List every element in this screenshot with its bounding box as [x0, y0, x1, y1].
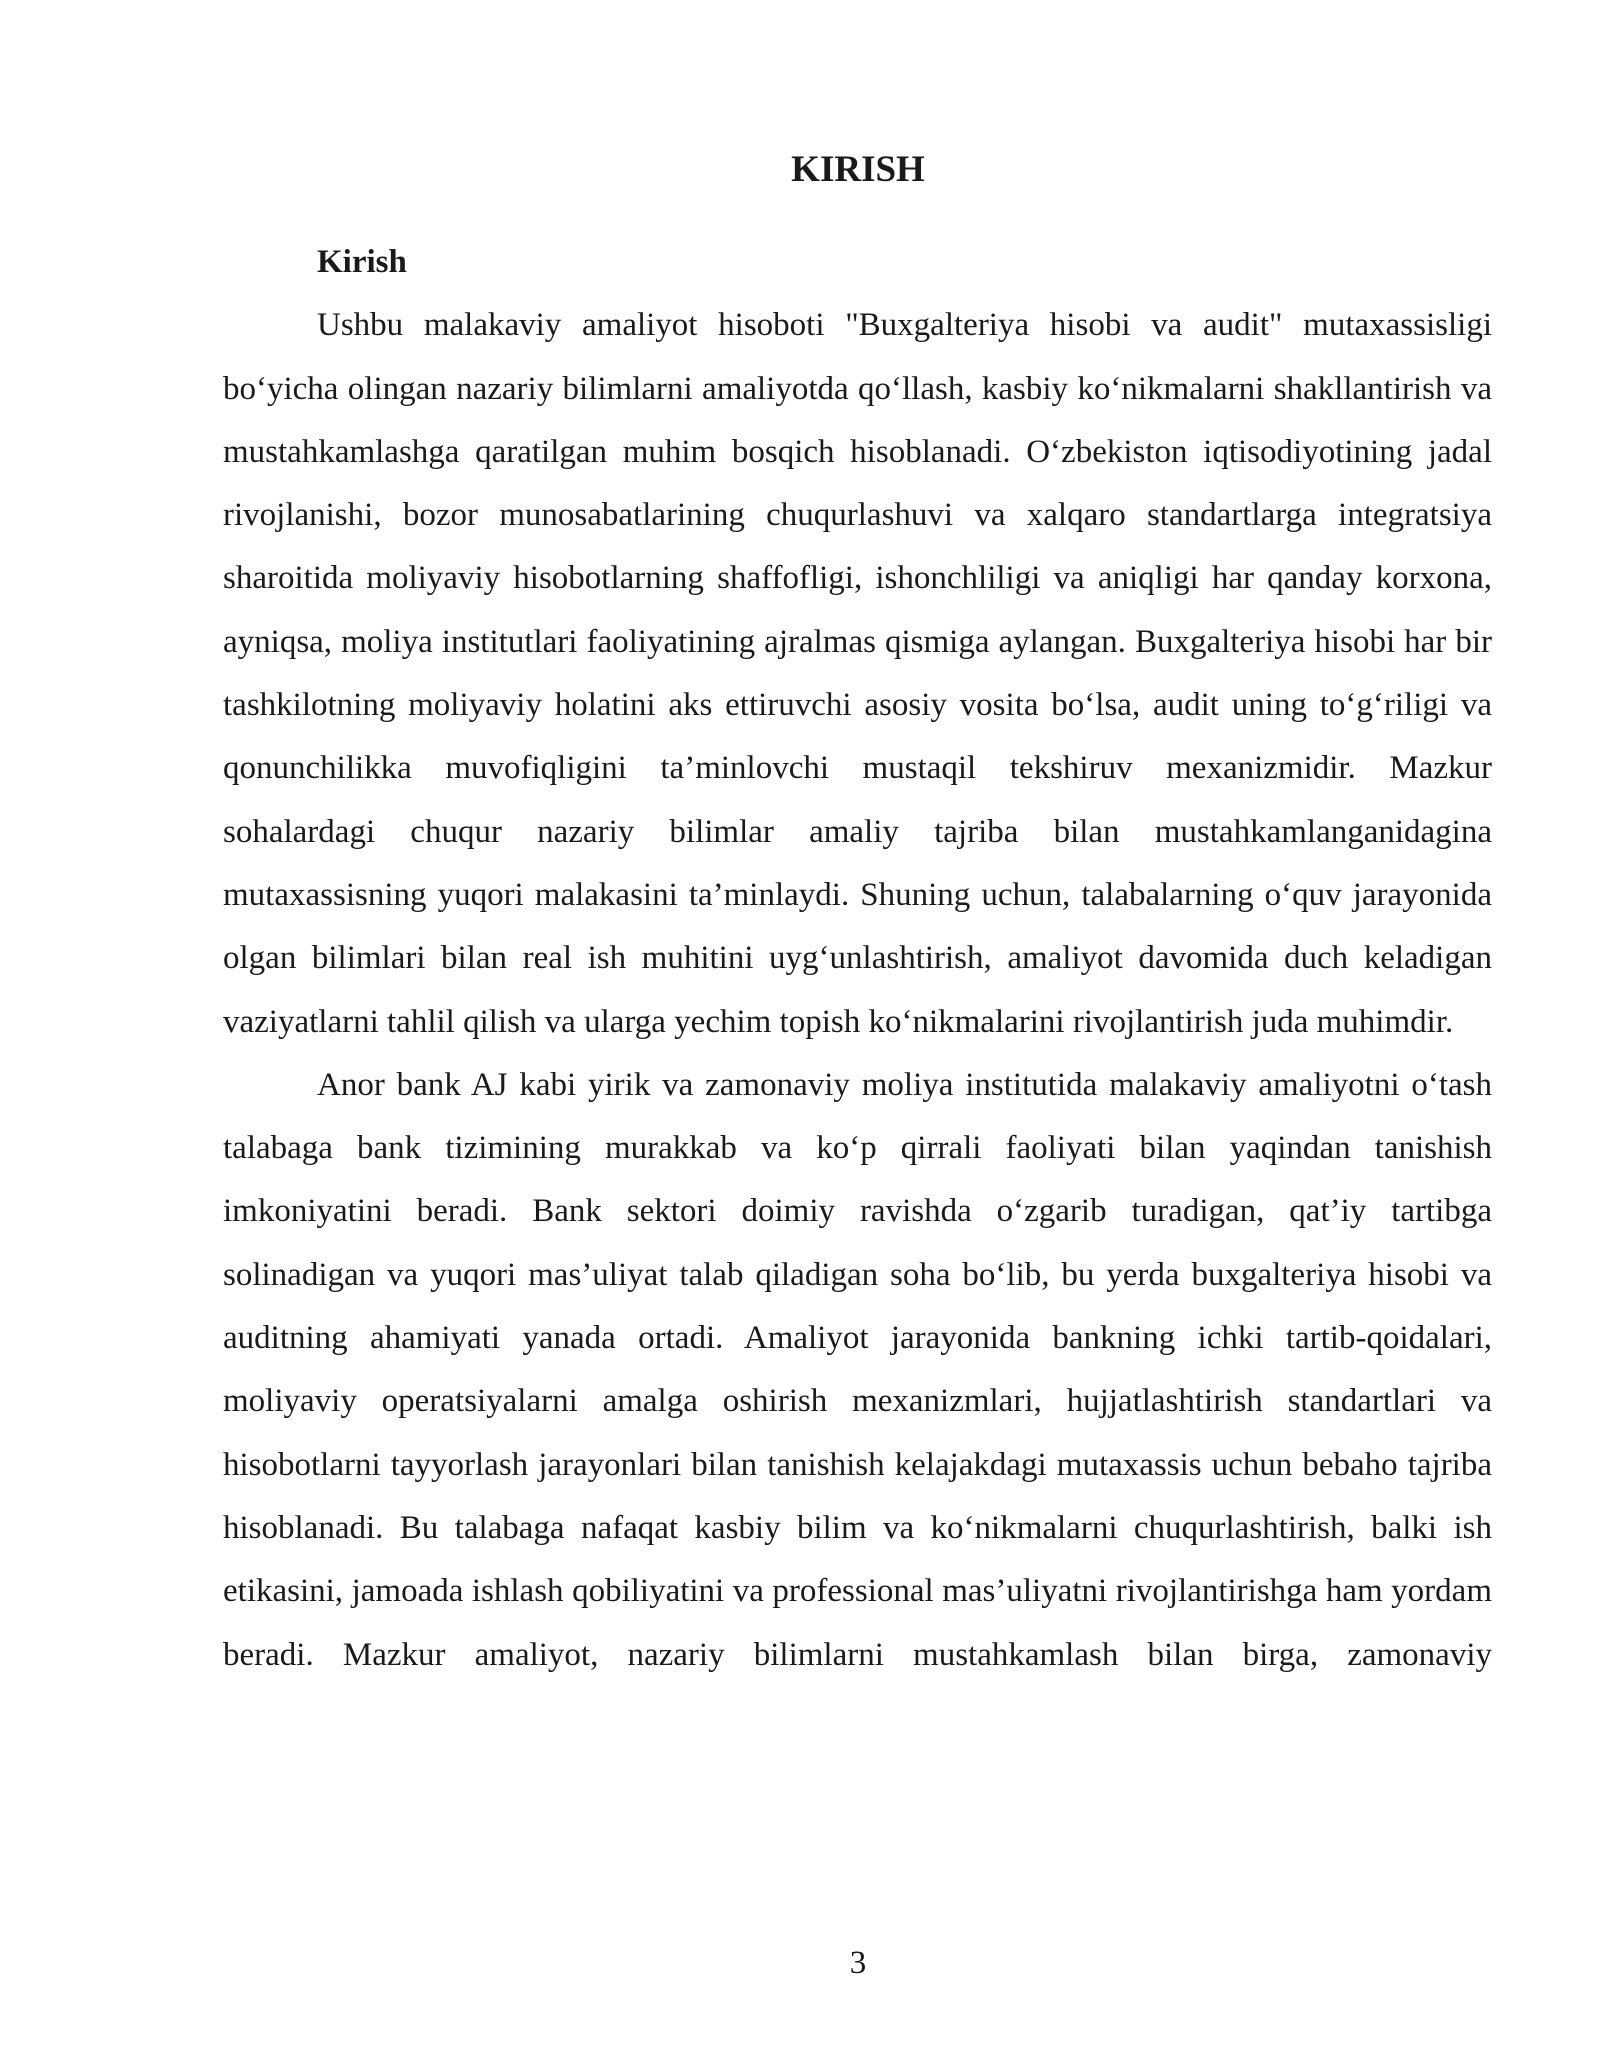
section-subheading: Kirish [317, 244, 407, 280]
body-content [223, 231, 1492, 1687]
page-number: 3 [849, 1945, 867, 1981]
page-title: KIRISH [791, 149, 925, 190]
paragraph-2: Anor bank AJ kabi yirik va zamonaviy moliya institutida malakaviy amaliyotni o‘tash talabaga bank tizimining murakkab va ko‘p qirrali faoliyati bilan yaqindan tanishish imkoniyatini beradi. Bank sektori doimiy ravishda o‘zgarib turadigan, qat’iy tartibga solinadigan va yuqori mas’uliyat talab qiladigan soha bo‘lib, bu yerda buxgalteriya hisobi va auditning ahamiyati yanada ortadi. Amaliyot jarayonida bankning ichki tartib-qoidalari, moliyaviy operatsiyalarni amalga oshirish mexanizmlari, hujjatlashtirish standartlari va hisobotlarni tayyorlash jarayonlari bilan tanishish kelajakdagi mutaxassis uchun bebaho tajriba hisoblanadi. Bu talabaga nafaqat kasbiy bilim va ko‘nikmalarni chuqurlashtirish, balki ish etikasini, jamoada ishlash qobiliyatini va professional mas’uliyatni rivojlantirishga ham yordam beradi. Mazkur amaliyot, nazariy bilimlarni mustahkamlash bilan birga, zamonaviy [223, 1066, 1492, 1673]
paragraph-1: Ushbu malakaviy amaliyot hisoboti "Buxgalteriya hisobi va audit" mutaxassisligi bo‘yicha olingan nazariy bilimlarni amaliyotda qo‘llash, kasbiy ko‘nikmalarni shakllantirish va mustahkamlashga qaratilgan muhim bosqich hisoblanadi. O‘zbekiston iqtisodiyotining jadal rivojlanishi, bozor munosabatlarining chuqurlashuvi va xalqaro standartlarga integratsiya sharoitida moliyaviy hisobotlarning shaffofligi, ishonchliligi va aniqligi har qanday korxona, ayniqsa, moliya institutlari faoliyatining ajralmas qismiga aylangan. Buxgalteriya hisobi har bir tashkilotning moliyaviy holatini aks ettiruvchi asosiy vosita bo‘lsa, audit uning to‘g‘riligi va qonunchilikka muvofiqligini ta’minlovchi mustaqil tekshiruv mexanizmidir. Mazkur sohalardagi chuqur nazariy bilimlar amaliy tajriba bilan mustahkamlanganidagina mutaxassisning yuqori malakasini ta’minlaydi. Shuning uchun, talabalarning o‘quv jarayonida olgan bilimlari bilan real ish muhitini uyg‘unlashtirish, amaliyot davomida duch keladigan vaziyatlarni tahlil qilish va ularga yechim topish ko‘nikmalarini rivojlantirish juda muhimdir. [223, 307, 1492, 1040]
